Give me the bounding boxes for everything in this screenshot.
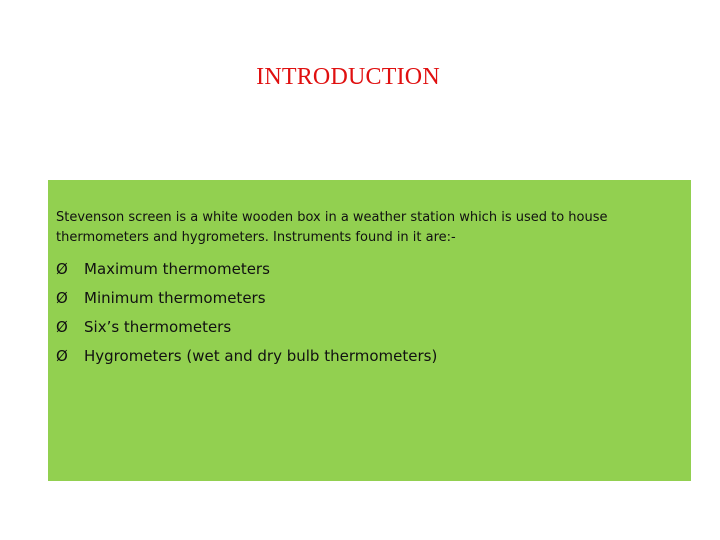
list-item <box>56 312 683 341</box>
arrowhead-bullet-icon: Ø <box>56 288 68 307</box>
arrowhead-bullet-icon: Ø <box>56 259 68 278</box>
list-item-label: Minimum thermometers <box>84 288 266 307</box>
arrowhead-bullet-icon: Ø <box>56 317 68 336</box>
list-item <box>56 283 683 312</box>
list-item-label: Six’s thermometers <box>84 317 232 336</box>
instrument-list <box>56 254 683 370</box>
slide-title: INTRODUCTION <box>256 64 440 90</box>
content-box <box>48 180 691 481</box>
list-item-label: Hygrometers (wet and dry bulb thermometers) <box>84 346 438 365</box>
list-item <box>56 341 683 370</box>
intro-paragraph: Stevenson screen is a white wooden box in a weather station which is used to house thermometers and hygrometers. Instruments found in it are:- <box>56 210 608 245</box>
list-item <box>56 254 683 283</box>
arrowhead-bullet-icon: Ø <box>56 346 68 365</box>
list-item-label: Maximum thermometers <box>84 259 270 278</box>
